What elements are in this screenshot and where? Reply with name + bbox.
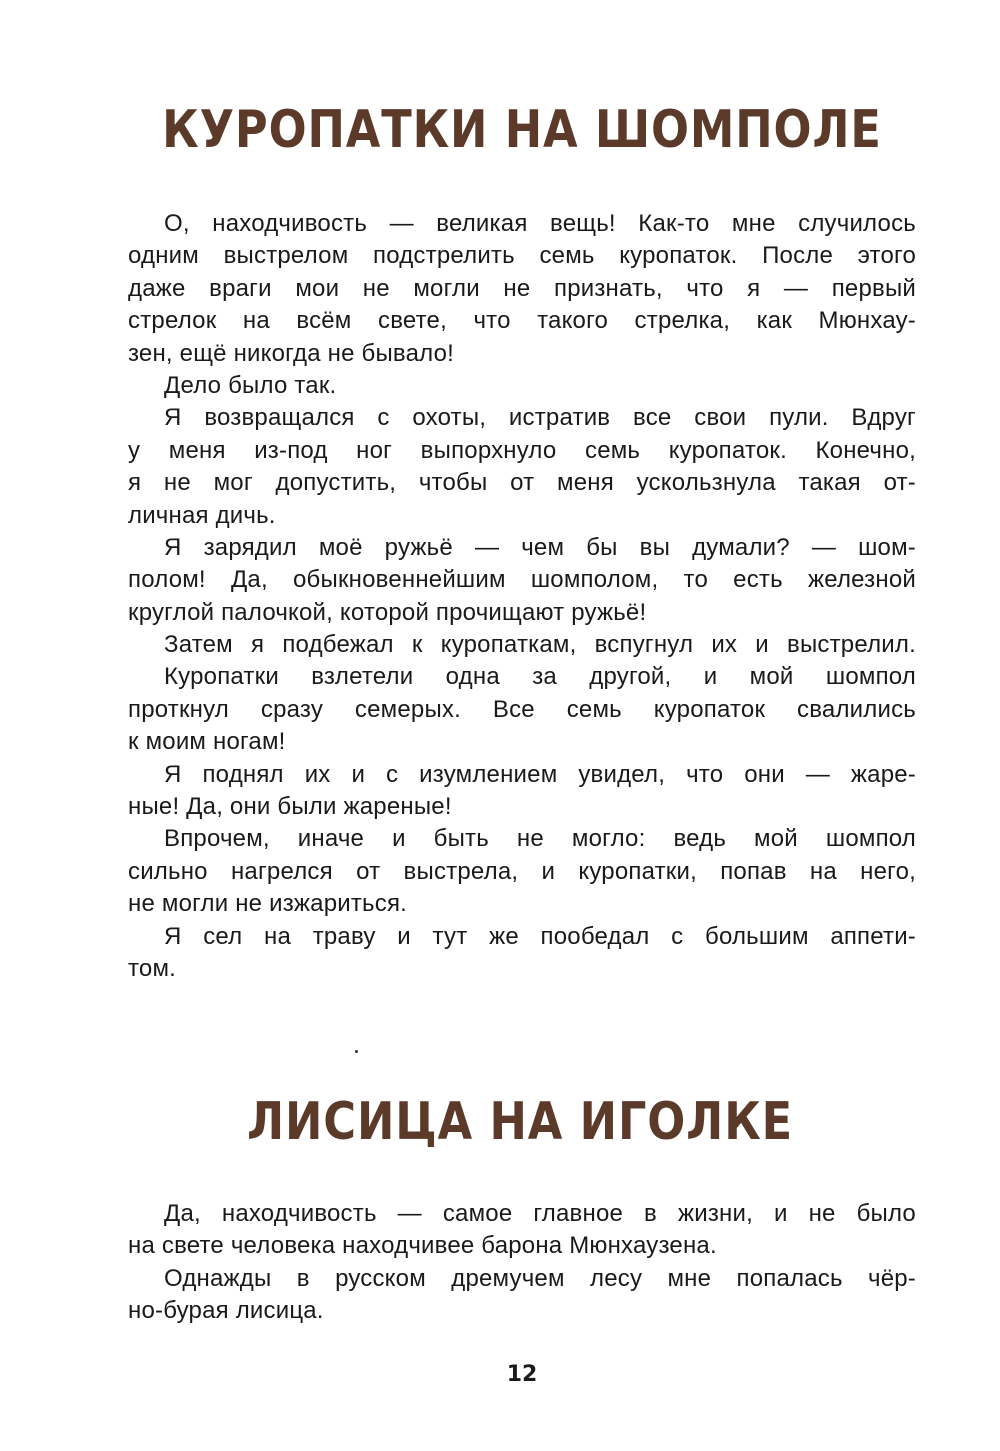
text-line: зен, ещё никогда не бывало!: [128, 339, 455, 367]
text-line: одним выстрелом подстрелить семь куропаток. После этого: [128, 242, 916, 270]
text-line: том.: [128, 954, 177, 982]
chapter-body-partridges: [128, 208, 916, 985]
page-number: 12: [506, 1362, 538, 1387]
text-line: личная дичь.: [128, 501, 276, 529]
text-line: Я зарядил моё ружьё — чем бы вы думали? — шом-: [164, 533, 916, 561]
text-line: Я поднял их и с изумлением увидел, что они — жаре-: [164, 760, 916, 788]
text-line: сильно нагрелся от выстрела, и куропатки, попав на него,: [128, 857, 916, 885]
text-line: у меня из-под ног выпорхнуло семь куропаток. Конечно,: [128, 436, 916, 464]
text-line: стрелок на всём свете, что такого стрелка, как Мюнхау-: [128, 307, 916, 335]
text-line: Я возвращался с охоты, истратив все свои пули. Вдруг: [164, 404, 916, 432]
text-line: ные! Да, они были жареные!: [128, 793, 452, 821]
text-line: круглой палочкой, которой прочищают ружьё!: [128, 598, 647, 626]
text-line: но-бурая лисица.: [128, 1297, 324, 1325]
chapter-body-fox: [128, 1198, 916, 1328]
text-line: на свете человека находчивее барона Мюнхаузена.: [128, 1232, 717, 1260]
text-line: полом! Да, обыкновеннейшим шомполом, то есть железной: [128, 566, 916, 594]
chapter-title-fox: ЛИСИЦА НА ИГОЛКЕ: [246, 1092, 794, 1152]
text-line: даже враги мои не могли не признать, что я — первый: [128, 274, 916, 302]
text-line: не могли не изжариться.: [128, 890, 408, 918]
text-line: я не мог допустить, чтобы от меня ускользнула такая от-: [128, 469, 916, 497]
text-line: Дело было так.: [164, 371, 337, 399]
print-speck: [355, 1050, 358, 1053]
text-line: Да, находчивость — самое главное в жизни, и не было: [164, 1200, 916, 1227]
text-line: Я сел на траву и тут же пообедал с большим аппети-: [164, 922, 916, 950]
chapter-title-partridges: КУРОПАТКИ НА ШОМПОЛЕ: [162, 100, 882, 160]
text-line: проткнул сразу семерых. Все семь куропаток свалились: [128, 695, 916, 723]
text-line: Однажды в русском дремучем лесу мне попалась чёр-: [164, 1264, 916, 1292]
text-line: к моим ногам!: [128, 728, 286, 756]
text-line: О, находчивость — великая вещь! Как-то мне случилось: [164, 210, 916, 237]
text-line: Куропатки взлетели одна за другой, и мой шомпол: [164, 663, 916, 691]
text-line: Затем я подбежал к куропаткам, вспугнул их и выстрелил.: [164, 631, 916, 659]
text-line: Впрочем, иначе и быть не могло: ведь мой шомпол: [164, 825, 916, 853]
